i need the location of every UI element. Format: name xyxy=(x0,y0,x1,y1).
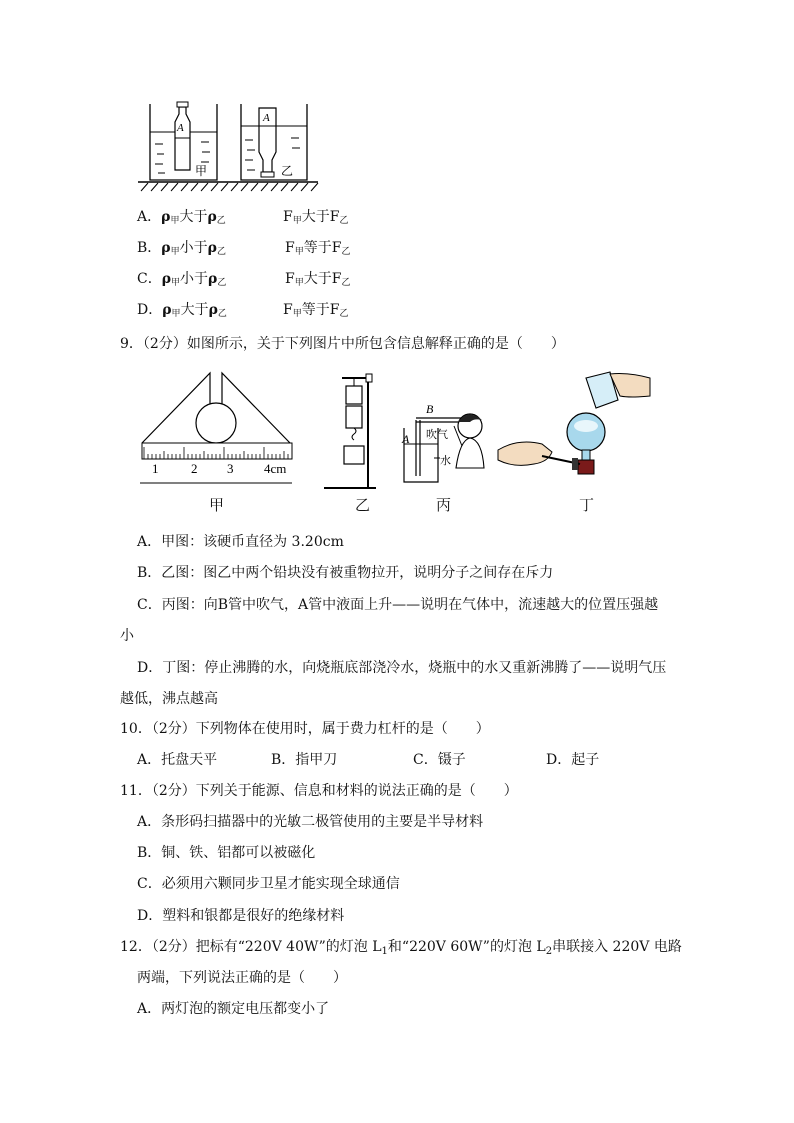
q11-option-a[interactable]: A．条形码扫描器中的光敏二极管使用的主要是半导材料 xyxy=(137,814,484,830)
q8-figure-bottles xyxy=(135,100,325,192)
fig-label-yi: 乙 xyxy=(281,164,294,178)
q9-option-c[interactable]: C．丙图：向B管中吹气，A管中液面上升——说明在气体中，流速越大的位置压强越 xyxy=(137,597,659,613)
q11-stem: 11．（2分）下列关于能源、信息和材料的说法正确的是（ ） xyxy=(120,783,518,799)
q10-option-d[interactable]: D．起子 xyxy=(546,752,600,768)
coin xyxy=(196,403,236,443)
q9-option-d-cont: 越低，沸点越高 xyxy=(120,691,218,707)
q9-figure-bing-blowing xyxy=(398,398,493,488)
caption-yi: 乙 xyxy=(355,496,371,514)
q8-option-c[interactable]: C．ρ甲小于ρ乙 xyxy=(137,271,227,288)
q9-option-d[interactable]: D．丁图：停止沸腾的水，向烧瓶底部浇冷水，烧瓶中的水又重新沸腾了——说明气压 xyxy=(137,660,667,676)
blow-label: 吹气 xyxy=(426,429,448,441)
bottle-a-label: A xyxy=(177,122,184,134)
ruler-tick-3: 3 xyxy=(227,461,234,476)
fig-label-jia: 甲 xyxy=(195,164,208,178)
ruler-tick-2: 2 xyxy=(191,461,198,476)
q9-figure-ding-flask xyxy=(496,370,656,492)
q9-figure-yi-lead-blocks xyxy=(320,370,380,490)
q10-option-b[interactable]: B．指甲刀 xyxy=(271,752,338,768)
q9-option-c-cont: 小 xyxy=(120,628,134,644)
q12-option-a[interactable]: A．两灯泡的额定电压都变小了 xyxy=(137,1001,330,1017)
q12-stem-line2: 两端，下列说法正确的是（ ） xyxy=(137,970,347,986)
q10-option-a[interactable]: A．托盘天平 xyxy=(137,752,218,768)
q8-option-d-force: F甲等于F乙 xyxy=(283,302,349,319)
q8-option-a[interactable]: A．ρ甲大于ρ乙 xyxy=(137,209,226,226)
bottle-a-label-2: A xyxy=(263,112,270,124)
q9-option-b[interactable]: B．乙图：图乙中两个铅块没有被重物拉开，说明分子之间存在斥力 xyxy=(137,565,554,581)
q11-option-d[interactable]: D．塑料和银都是很好的绝缘材料 xyxy=(137,908,345,924)
q8-option-d[interactable]: D．ρ甲大于ρ乙 xyxy=(137,302,227,319)
ruler-tick-1: 1 xyxy=(152,461,159,476)
caption-jia: 甲 xyxy=(209,496,225,514)
tube-a-label: A xyxy=(402,432,410,446)
q10-option-c[interactable]: C．镊子 xyxy=(413,752,466,768)
caption-ding: 丁 xyxy=(579,496,595,514)
q8-option-c-force: F甲大于F乙 xyxy=(285,271,351,288)
q8-option-b-force: F甲等于F乙 xyxy=(285,240,351,257)
q8-option-a-force: F甲大于F乙 xyxy=(283,209,349,226)
tube-b-label: B xyxy=(426,402,434,416)
q9-stem: 9．（2分）如图所示，关于下列图片中所包含信息解释正确的是（ ） xyxy=(120,336,565,352)
q8-option-b[interactable]: B．ρ甲小于ρ乙 xyxy=(137,240,226,257)
caption-bing: 丙 xyxy=(436,496,452,514)
q11-option-c[interactable]: C．必须用六颗同步卫星才能实现全球通信 xyxy=(137,876,400,892)
water-label: 水 xyxy=(440,455,451,467)
q11-option-b[interactable]: B．铜、铁、铝都可以被磁化 xyxy=(137,845,316,861)
q10-stem: 10．（2分）下列物体在使用时，属于费力杠杆的是（ ） xyxy=(120,721,490,737)
q12-stem: 12．（2分）把标有“220V 40W”的灯泡 $L_1$和“220V 60W”的灯泡 $L_2$串联接入 220V 电路 xyxy=(120,939,682,957)
ruler-tick-4cm: 4cm xyxy=(264,461,287,476)
q9-option-a[interactable]: A．甲图：该硬币直径为 3.20cm xyxy=(137,534,344,550)
q9-figure-jia-ruler xyxy=(140,365,295,485)
